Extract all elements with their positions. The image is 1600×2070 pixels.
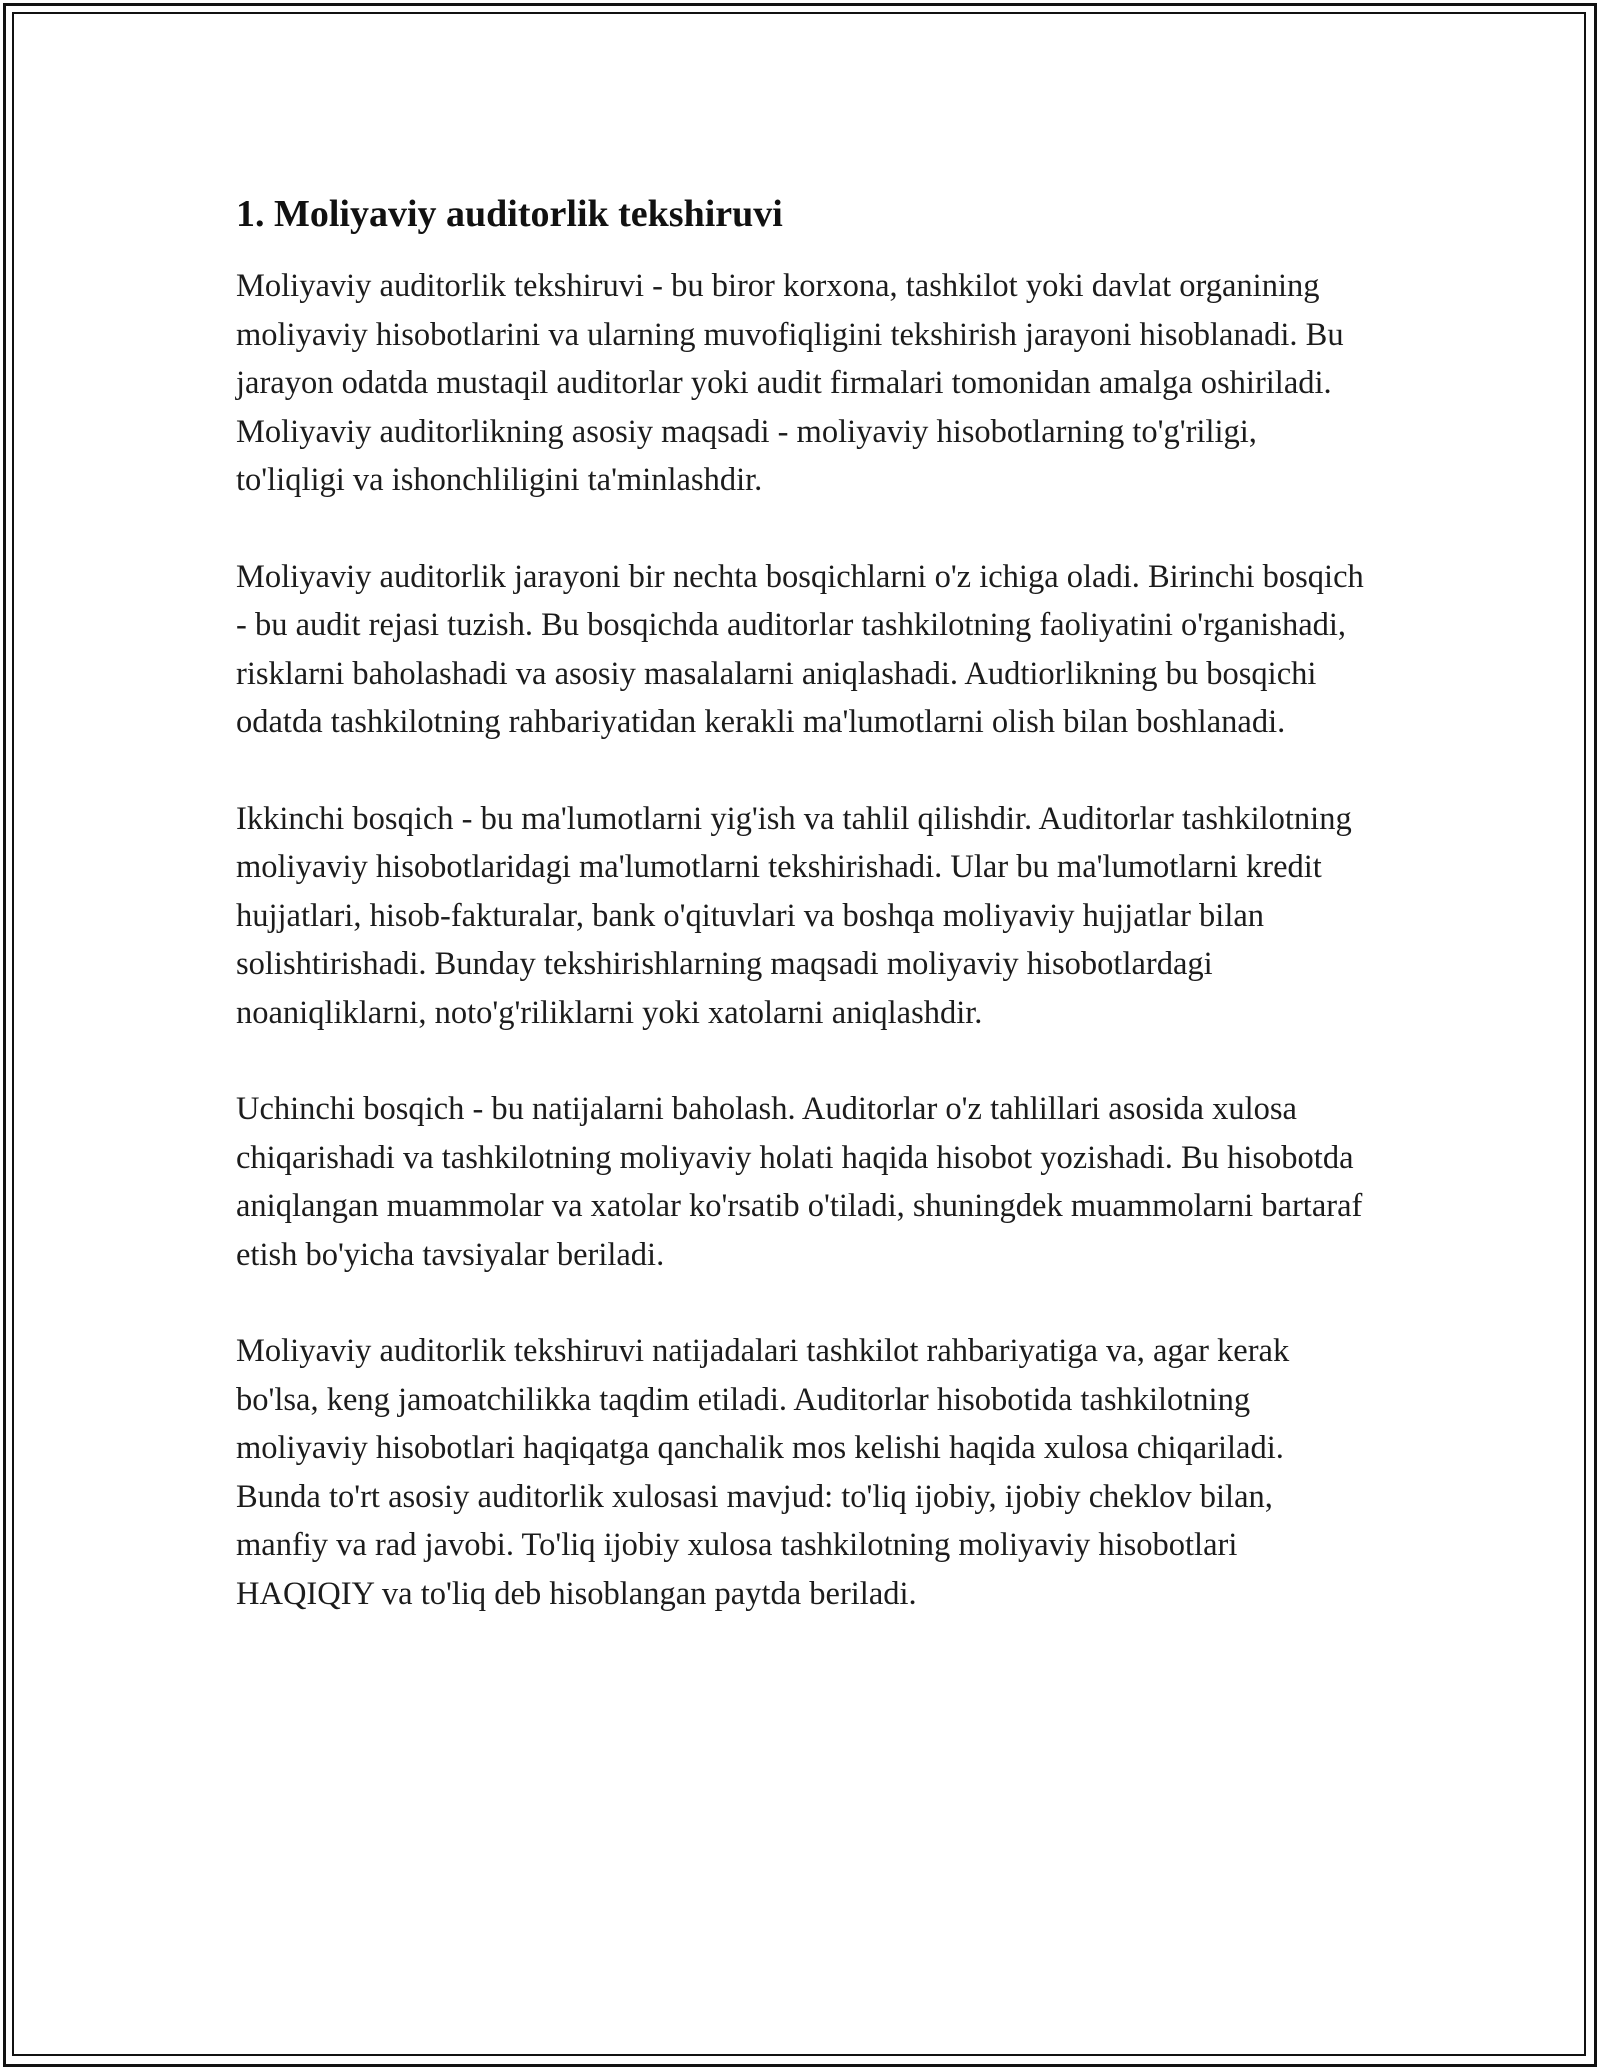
paragraph-1: Moliyaviy auditorlik tekshiruvi - bu biror korxona, tashkilot yoki davlat organining moliyaviy hisobotlarini va ularning muvofiqligini tekshirish jarayoni hisoblanadi. Bu jarayon odatda mustaqil auditorlar yoki audit firmalari tomonidan amalga oshiriladi. Moliyaviy auditorlikning asosiy maqsadi - moliyaviy hisobotlarning to'g'riligi, to'liqligi va ishonchliligini ta'minlashdir. (236, 268, 1344, 498)
paragraph-4: Uchinchi bosqich - bu natijalarni baholash. Auditorlar o'z tahlillari asosida xulosa chiqarishadi va tashkilotning moliyaviy holati haqida hisobot yozishadi. Bu hisobotda aniqlangan muammolar va xatolar ko'rsatib o'tiladi, shuningdek muammolarni bartaraf etish bo'yicha tavsiyalar beriladi. (236, 1091, 1363, 1273)
paragraph-3: Ikkinchi bosqich - bu ma'lumotlarni yig'ish va tahlil qilishdir. Auditorlar tashkilotning moliyaviy hisobotlaridagi ma'lumotlarni tekshirishadi. Ular bu ma'lumotlarni kredit hujjatlari, hisob-fakturalar, bank o'qituvlari va boshqa moliyaviy hujjatlar bilan solishtirishadi. Bunday tekshirishlarning maqsadi moliyaviy hisobotlardagi noaniqliklarni, noto'g'riliklarni yoki xatolarni aniqlashdir. (236, 800, 1352, 1031)
section-heading: 1. Moliyaviy auditorlik tekshiruvi (236, 193, 783, 235)
paragraph-5: Moliyaviy auditorlik tekshiruvi natijadalari tashkilot rahbariyatiga va, agar kerak bo'lsa, keng jamoatchilikka taqdim etiladi. Auditorlar hisobotida tashkilotning moliyaviy hisobotlari haqiqatga qanchalik mos kelishi haqida xulosa chiqariladi. Bunda to'rt asosiy auditorlik xulosasi mavjud: to'liq ijobiy, ijobiy cheklov bilan, manfiy va rad javobi. To'liq ijobiy xulosa tashkilotning moliyaviy hisobotlari HAQIQIY va to'liq deb hisoblangan paytda beriladi. (236, 1333, 1290, 1612)
paragraph-2: Moliyaviy auditorlik jarayoni bir nechta bosqichlarni o'z ichiga oladi. Birinchi bosqich - bu audit rejasi tuzish. Bu bosqichda auditorlar tashkilotning faoliyatini o'rganishadi, risklarni baholashadi va asosiy masalalarni aniqlashadi. Audtiorlikning bu bosqichi odatda tashkilotning rahbariyatidan kerakli ma'lumotlarni olish bilan boshlanadi. (236, 558, 1364, 740)
document-body (236, 188, 1366, 1666)
